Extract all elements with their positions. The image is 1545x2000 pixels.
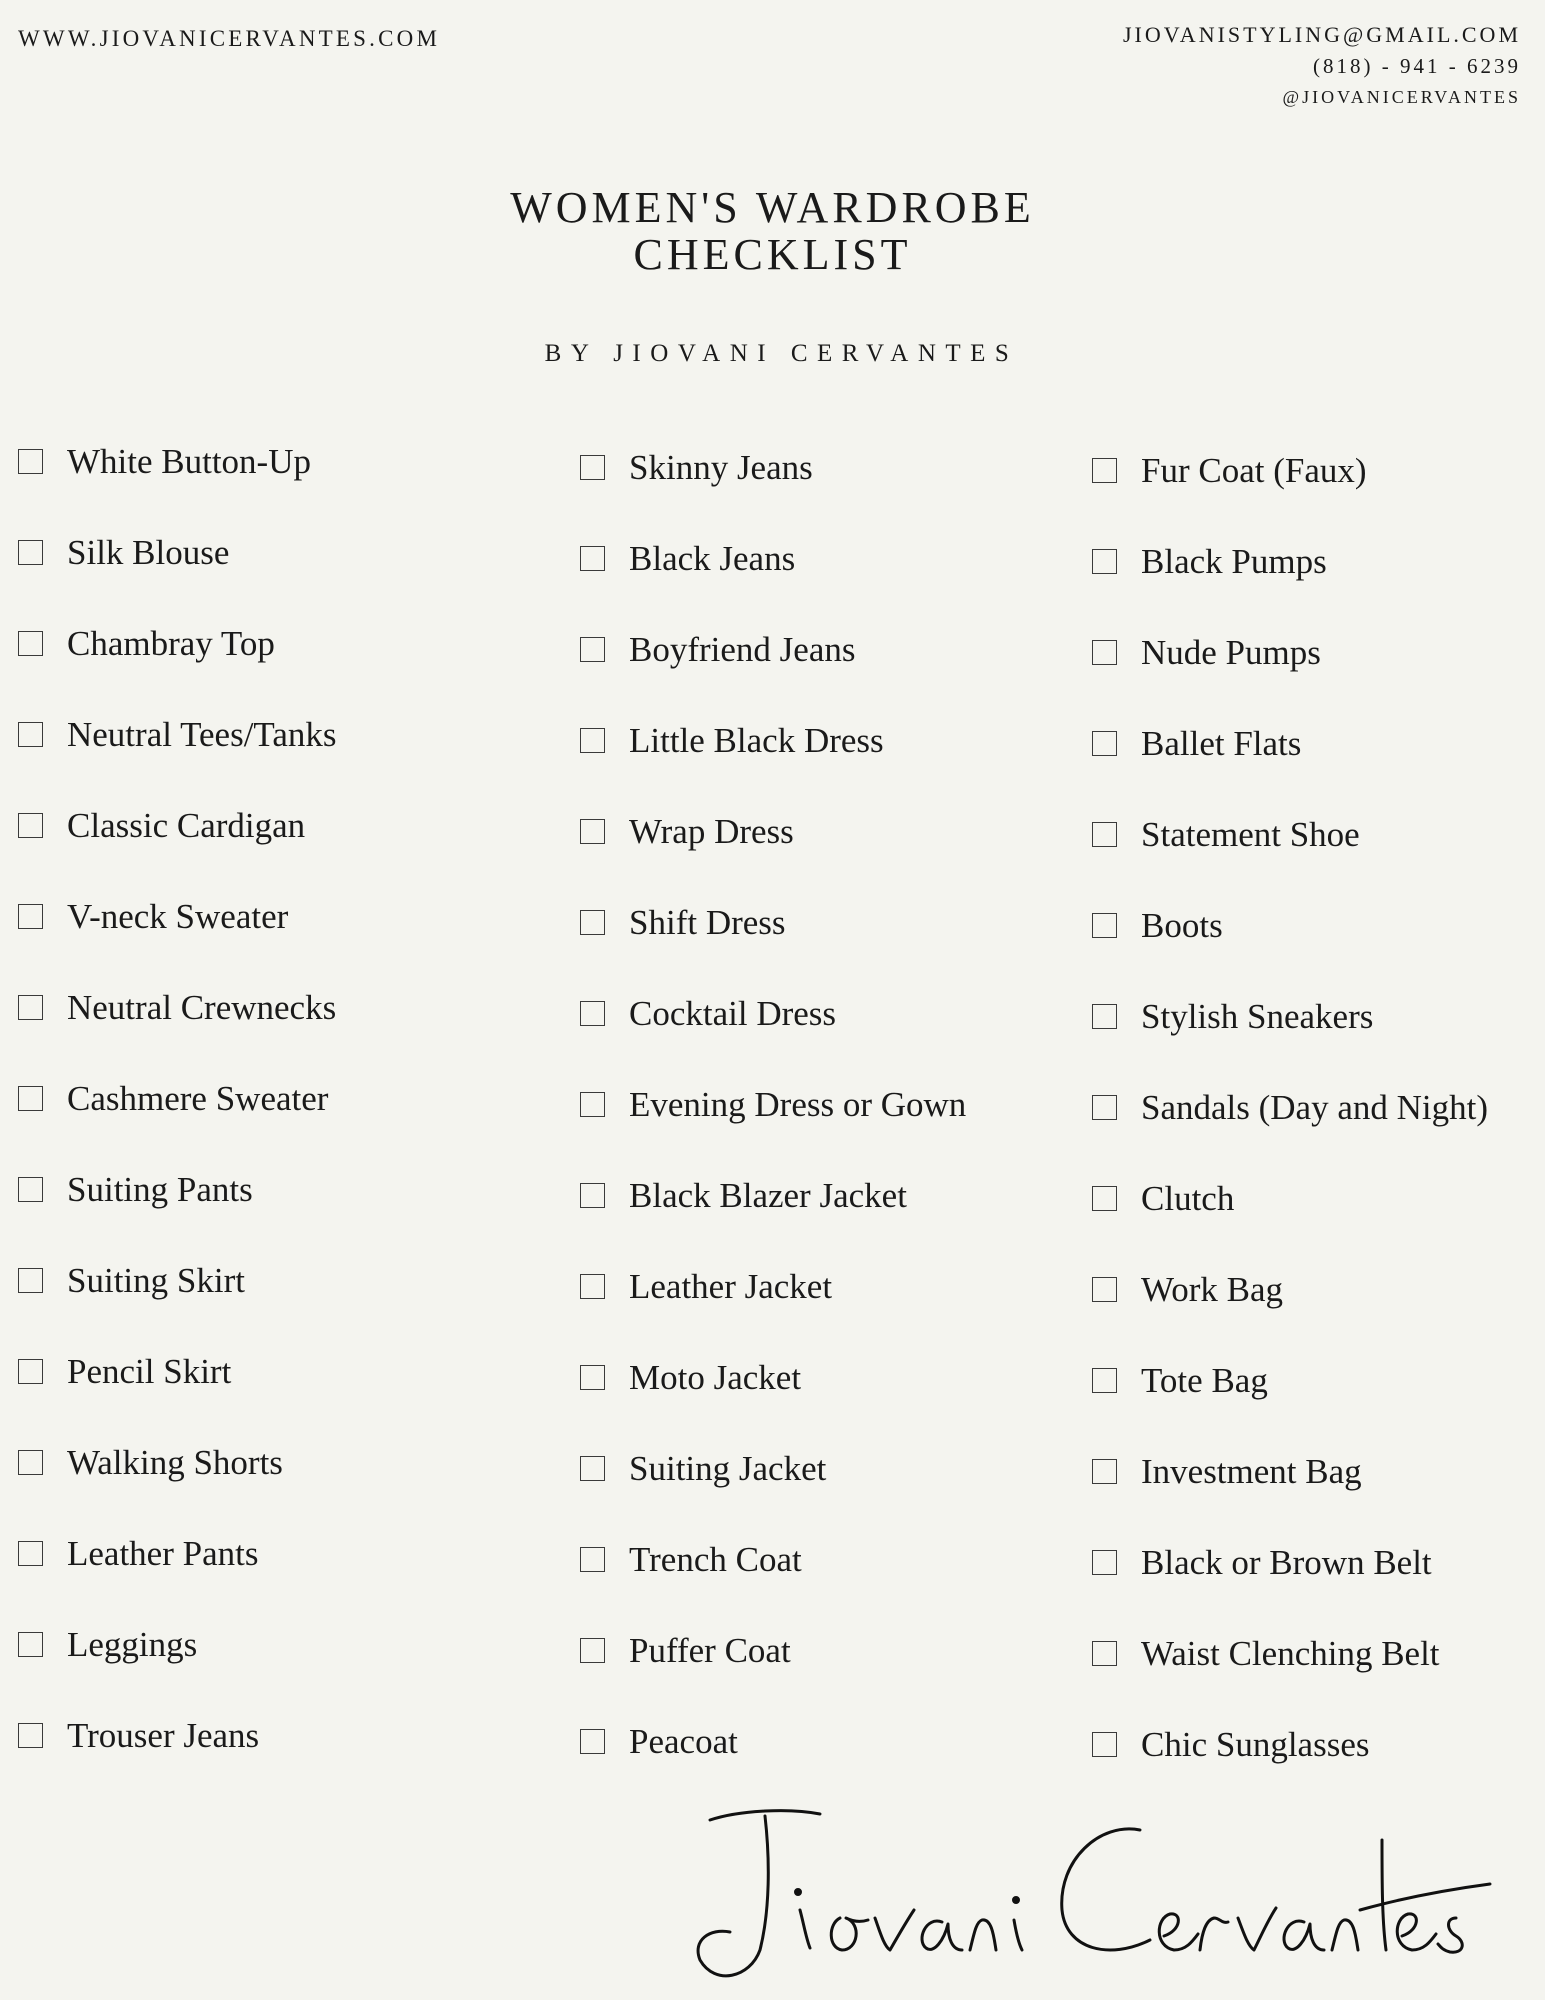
checklist-item[interactable]	[580, 1724, 738, 1759]
checkbox[interactable]	[580, 1274, 605, 1299]
checklist-item-label: Trouser Jeans	[67, 1716, 260, 1755]
checklist-item[interactable]	[1092, 726, 1301, 761]
checklist-item-label: Silk Blouse	[67, 533, 230, 572]
checkbox[interactable]	[18, 1177, 43, 1202]
checklist-item-label: Black Blazer Jacket	[629, 1176, 907, 1215]
checkbox[interactable]	[18, 1359, 43, 1384]
checklist-item[interactable]	[18, 1445, 283, 1480]
checklist-item-label: Waist Clenching Belt	[1141, 1634, 1440, 1673]
byline: BY JIOVANI CERVANTES	[544, 340, 1019, 367]
checklist-item[interactable]	[18, 1354, 231, 1389]
checkbox[interactable]	[1092, 1368, 1117, 1393]
checklist-item[interactable]	[580, 1087, 966, 1122]
checkbox[interactable]	[1092, 1095, 1117, 1120]
checklist-item-label: Neutral Crewnecks	[67, 988, 337, 1027]
checklist-item-label: Ballet Flats	[1141, 724, 1302, 763]
checkbox[interactable]	[580, 1183, 605, 1208]
signature-image	[670, 1800, 1530, 1990]
checklist-item-label: Trench Coat	[629, 1540, 802, 1579]
checklist-item-label: Work Bag	[1141, 1270, 1284, 1309]
checklist-item-label: Sandals (Day and Night)	[1141, 1088, 1489, 1127]
checklist-item[interactable]	[18, 1536, 258, 1571]
checklist-item[interactable]	[18, 626, 275, 661]
checkbox[interactable]	[1092, 1732, 1117, 1757]
checklist-item-label: Puffer Coat	[629, 1631, 791, 1670]
checkbox[interactable]	[1092, 1186, 1117, 1211]
checkbox[interactable]	[18, 1268, 43, 1293]
checkbox[interactable]	[1092, 458, 1117, 483]
checkbox[interactable]	[580, 1365, 605, 1390]
checklist-item-label: Cocktail Dress	[629, 994, 837, 1033]
checkbox[interactable]	[18, 1541, 43, 1566]
checklist-item-label: Suiting Jacket	[629, 1449, 827, 1488]
checklist-item[interactable]	[18, 717, 337, 752]
checkbox[interactable]	[580, 1456, 605, 1481]
checklist-item-label: Shift Dress	[629, 903, 786, 942]
checklist-item[interactable]	[1092, 544, 1327, 579]
checklist-item-label: Tote Bag	[1141, 1361, 1268, 1400]
checklist-item[interactable]	[1092, 1090, 1488, 1125]
checkbox[interactable]	[18, 904, 43, 929]
checklist-item[interactable]	[18, 899, 288, 934]
checklist-item[interactable]	[1092, 1636, 1440, 1671]
checkbox[interactable]	[580, 910, 605, 935]
checklist-item[interactable]	[580, 1633, 791, 1668]
checkbox[interactable]	[1092, 1459, 1117, 1484]
checklist-item-label: Investment Bag	[1141, 1452, 1362, 1491]
checklist-item[interactable]	[580, 1269, 832, 1304]
checkbox[interactable]	[1092, 731, 1117, 756]
checkbox[interactable]	[18, 449, 43, 474]
checklist-item-label: Suiting Skirt	[67, 1261, 245, 1300]
checklist-item[interactable]	[580, 1360, 801, 1395]
checklist-item[interactable]	[580, 541, 795, 576]
checklist-item-label: Pencil Skirt	[67, 1352, 232, 1391]
checklist-item-label: White Button-Up	[67, 442, 311, 481]
phone-number: (818) - 941 - 6239	[1313, 54, 1521, 78]
checkbox[interactable]	[580, 637, 605, 662]
checkbox[interactable]	[580, 455, 605, 480]
checkbox[interactable]	[1092, 640, 1117, 665]
checkbox[interactable]	[18, 813, 43, 838]
checklist-item-label: V-neck Sweater	[67, 897, 289, 936]
checkbox[interactable]	[580, 819, 605, 844]
checklist-item[interactable]	[1092, 453, 1367, 488]
checklist-item[interactable]	[1092, 1545, 1432, 1580]
checklist-item-label: Suiting Pants	[67, 1170, 253, 1209]
checklist-item-label: Wrap Dress	[629, 812, 794, 851]
page-title	[0, 184, 1545, 278]
checklist-item-label: Leggings	[67, 1625, 198, 1664]
checkbox[interactable]	[1092, 1641, 1117, 1666]
checklist-item-label: Peacoat	[629, 1722, 738, 1761]
checklist-item[interactable]	[18, 535, 229, 570]
checklist-item[interactable]	[18, 444, 311, 479]
checkbox[interactable]	[580, 1638, 605, 1663]
checklist-item-label: Classic Cardigan	[67, 806, 306, 845]
checkbox[interactable]	[18, 722, 43, 747]
checklist-item[interactable]	[1092, 1727, 1369, 1762]
checkbox[interactable]	[1092, 913, 1117, 938]
checkbox[interactable]	[18, 995, 43, 1020]
checkbox[interactable]	[1092, 549, 1117, 574]
checklist-item[interactable]	[18, 808, 305, 843]
checklist-item-label: Moto Jacket	[629, 1358, 802, 1397]
checklist-item-label: Black Jeans	[629, 539, 796, 578]
checklist-item[interactable]	[1092, 635, 1321, 670]
checklist-item-label: Evening Dress or Gown	[629, 1085, 967, 1124]
checkbox[interactable]	[18, 631, 43, 656]
checkbox[interactable]	[1092, 1004, 1117, 1029]
checklist-item-label: Stylish Sneakers	[1141, 997, 1374, 1036]
checkbox[interactable]	[580, 1547, 605, 1572]
checklist-item-label: Chambray Top	[67, 624, 275, 663]
checklist-item-label: Boyfriend Jeans	[629, 630, 856, 669]
checkbox[interactable]	[1092, 822, 1117, 847]
checklist-item[interactable]	[18, 990, 336, 1025]
checklist-item[interactable]	[580, 905, 786, 940]
checkbox[interactable]	[18, 1723, 43, 1748]
checklist-item-label: Fur Coat (Faux)	[1141, 451, 1367, 490]
checklist-item[interactable]	[1092, 1363, 1268, 1398]
checklist-item[interactable]	[1092, 908, 1223, 943]
checklist-item[interactable]	[580, 1542, 802, 1577]
checklist-item[interactable]	[580, 996, 836, 1031]
checkbox[interactable]	[580, 1729, 605, 1754]
website-link[interactable]: WWW.JIOVANICERVANTES.COM	[18, 26, 441, 51]
checklist-item[interactable]	[18, 1718, 259, 1753]
checklist-item-label: Leather Pants	[67, 1534, 259, 1573]
checklist-item-label: Leather Jacket	[629, 1267, 833, 1306]
checklist-item[interactable]	[18, 1081, 328, 1116]
checkbox[interactable]	[580, 728, 605, 753]
checklist-item[interactable]	[18, 1627, 197, 1662]
checklist-item[interactable]	[580, 632, 855, 667]
checkbox[interactable]	[580, 546, 605, 571]
checklist-item[interactable]	[1092, 1181, 1234, 1216]
checklist-item-label: Nude Pumps	[1141, 633, 1321, 672]
checklist-item[interactable]	[18, 1263, 245, 1298]
checklist-item-label: Skinny Jeans	[629, 448, 813, 487]
checklist-item[interactable]	[1092, 999, 1373, 1034]
checklist-item-label: Walking Shorts	[67, 1443, 283, 1482]
checklist-item-label: Cashmere Sweater	[67, 1079, 329, 1118]
checklist-item-label: Chic Sunglasses	[1141, 1725, 1370, 1764]
checklist-item-label: Boots	[1141, 906, 1223, 945]
social-handle[interactable]: @JIOVANICERVANTES	[1282, 87, 1521, 107]
title-line-1: WOMEN'S WARDROBE	[510, 183, 1035, 232]
checkbox[interactable]	[18, 1632, 43, 1657]
checklist-item-label: Little Black Dress	[629, 721, 884, 760]
checkbox[interactable]	[18, 540, 43, 565]
checklist-item[interactable]	[1092, 1454, 1362, 1489]
checkbox[interactable]	[580, 1092, 605, 1117]
email-address[interactable]: JIOVANISTYLING@GMAIL.COM	[1122, 22, 1521, 47]
checklist-item[interactable]	[1092, 817, 1360, 852]
checklist-item[interactable]	[580, 1451, 826, 1486]
checklist-item-label: Black or Brown Belt	[1141, 1543, 1432, 1582]
contact-block	[1123, 24, 1521, 106]
checkbox[interactable]	[18, 1086, 43, 1111]
checkbox[interactable]	[580, 1001, 605, 1026]
checklist-item-label: Statement Shoe	[1141, 815, 1360, 854]
checklist-item[interactable]	[580, 814, 794, 849]
title-line-2: CHECKLIST	[633, 230, 912, 279]
checklist-item[interactable]	[580, 723, 884, 758]
checklist-item[interactable]	[580, 450, 813, 485]
checklist-item-label: Neutral Tees/Tanks	[67, 715, 337, 754]
checklist-item[interactable]	[580, 1178, 907, 1213]
checkbox[interactable]	[18, 1450, 43, 1475]
checkbox[interactable]	[1092, 1550, 1117, 1575]
checkbox[interactable]	[1092, 1277, 1117, 1302]
checklist-item-label: Clutch	[1141, 1179, 1235, 1218]
checklist-item[interactable]	[18, 1172, 253, 1207]
checklist-item[interactable]	[1092, 1272, 1283, 1307]
checklist-item-label: Black Pumps	[1141, 542, 1327, 581]
